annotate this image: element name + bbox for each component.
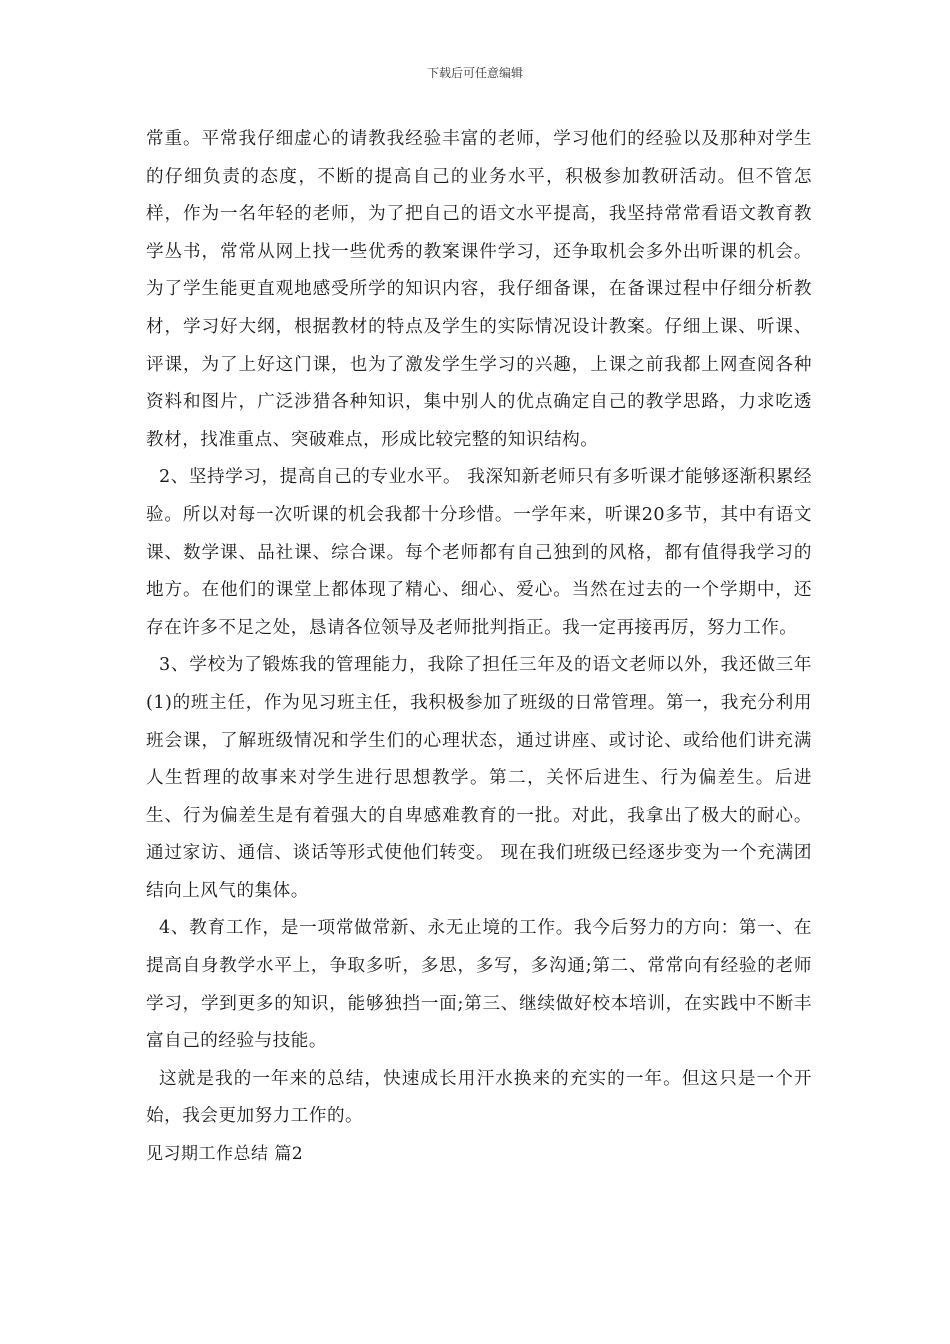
paragraph-2: 2、坚持学习，提高自己的专业水平。 我深知新老师只有多听课才能够逐渐积累经验。所以对每一次听课的机会我都十分珍惜。一学年来，听课20多节，其中有语文课、数学课、品社课、综合课。每个老师都有自己独到的风格，都有值得我学习的地方。在他们的课堂上都体现了精心、细心、爱心。当然在过去的一个学期中，还存在许多不足之处，恳请各位领导及老师批判指正。我一定再接再厉，努力工作。 (146, 467, 812, 638)
paragraph-1: 常重。平常我仔细虚心的请教我经验丰富的老师，学习他们的经验以及那种对学生的仔细负责的态度，不断的提高自己的业务水平，积极参加教研活动。但不管怎样，作为一名年轻的老师，为了把自己的语文水平提高，我坚持常常看语文教育教学丛书，常常从网上找一些优秀的教案课件学习，还争取机会多外出听课的机会。为了学生能更直观地感受所学的知识内容，我仔细备课，在备课过程中仔细分析教材，学习好大纲，根据教材的特点及学生的实际情况设计教案。仔细上课、听课、评课，为了上好这门课，也为了激发学生学习的兴趣，上课之前我都上网查阅各种资料和图片，广泛涉猎各种知识，集中别人的优点确定自己的教学思路，力求吃透教材，找准重点、突破难点，形成比较完整的知识结构。 (146, 129, 812, 450)
paragraph-5: 这就是我的一年来的总结，快速成长用汗水换来的充实的一年。但这只是一个开始，我会更加努力工作的。 (146, 1068, 812, 1127)
document-body (146, 121, 812, 1172)
paragraph-3: 3、学校为了锻炼我的管理能力，我除了担任三年及的语文老师以外，我还做三年(1)的班主任，作为见习班主任，我积极参加了班级的日常管理。第一，我充分利用班会课，了解班级情况和学生们的心理状态，通过讲座、或讨论、或给他们讲充满人生哲理的故事来对学生进行思想教学。第二，关怀后进生、行为偏差生。后进生、行为偏差生是有着强大的自卑感难教育的一批。对此，我拿出了极大的耐心。通过家访、通信、谈话等形式使他们转变。 现在我们班级已经逐步变为一个充满团结向上风气的集体。 (146, 655, 812, 901)
page-header: 下载后可任意编辑 (426, 66, 523, 80)
paragraph-4: 4、教育工作，是一项常做常新、永无止境的工作。我今后努力的方向：第一、在提高自身教学水平上，争取多听，多思，多写，多沟通;第二、常常向有经验的老师学习，学到更多的知识，能够独挡一面;第三、继续做好校本培训，在实践中不断丰富自己的经验与技能。 (146, 918, 812, 1052)
section-title: 见习期工作总结 篇2 (146, 1144, 304, 1165)
